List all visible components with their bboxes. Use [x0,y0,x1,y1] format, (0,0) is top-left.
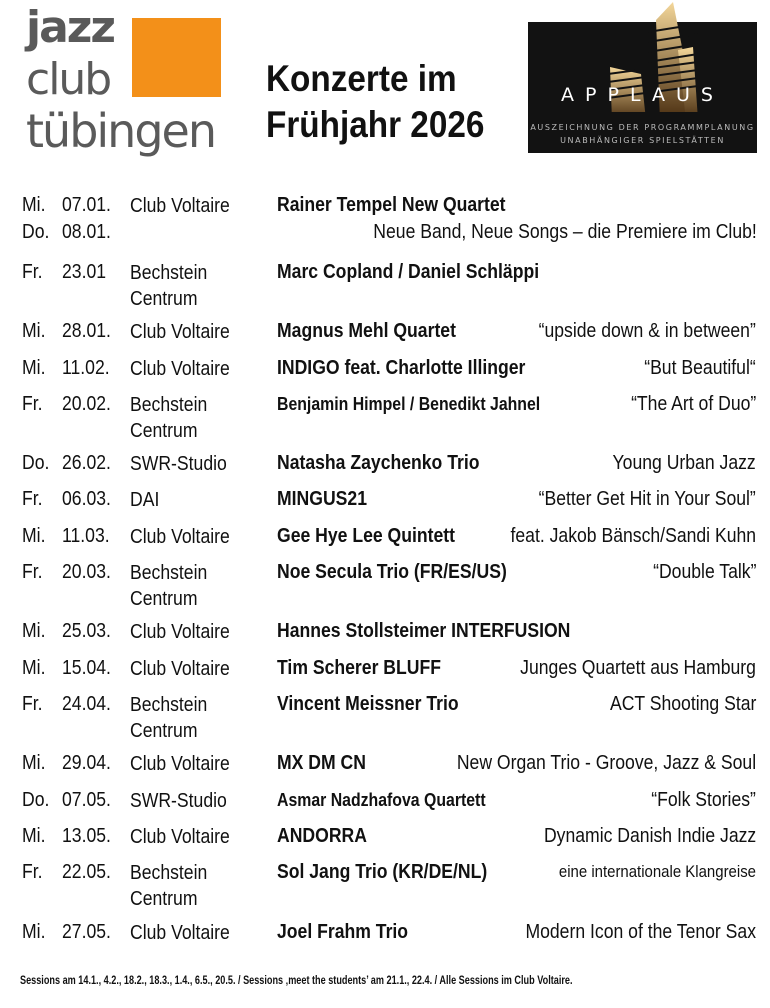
applaus-line-1: AUSZEICHNUNG DER PROGRAMMPLANUNG [530,123,755,132]
concert-day: Do. [22,221,50,243]
concert-day: Mi. [22,752,46,774]
logo-orange-square [132,18,221,97]
concert-day: Fr. [22,861,43,883]
concert-venue: Club Voltaire [130,358,230,380]
concert-date: 08.01. [62,221,111,243]
concert-artist: Noe Secula Trio (FR/ES/US) [277,561,507,583]
concert-venue: SWR-Studio [130,790,227,812]
concert-artist: Benjamin Himpel / Benedikt Jahnel [277,394,541,414]
concert-subtitle: Junges Quartett aus Hamburg [520,657,756,679]
concert-date: 07.05. [62,789,111,811]
concert-row [0,824,770,854]
concert-venue: Bechstein Centrum [130,694,208,742]
concert-date: 23.01 [62,261,107,283]
title-line-1: Konzerte im [266,58,457,99]
concert-date: 26.02. [62,452,111,474]
concert-day: Mi. [22,825,46,847]
concert-venue: Bechstein Centrum [130,862,208,910]
concert-date: 13.05. [62,825,111,847]
concert-row [0,392,770,442]
page-title [266,56,484,148]
concert-subtitle: New Organ Trio - Groove, Jazz & Soul [456,752,756,774]
concert-row [0,560,770,610]
concert-date: 11.02. [62,357,110,379]
concert-row [0,487,770,517]
concert-venue: Club Voltaire [130,753,230,775]
sessions-footer: Sessions am 14.1., 4.2., 18.2., 18.3., 1.4., 6.5., 20.5. / Sessions ‚meet the students’ am 21.1., 22.4. / Alle Sessions im Club Voltaire. [20,973,573,987]
jazzclub-logo [20,2,235,171]
concert-date: 15.04. [62,657,111,679]
concert-row [0,692,770,742]
applaus-award-logo [528,22,757,153]
concert-date: 11.03. [62,525,110,547]
concert-row [0,920,770,950]
concert-venue: Club Voltaire [130,826,230,848]
concert-subtitle: ACT Shooting Star [609,693,756,715]
concert-day: Do. [22,789,50,811]
concert-day: Fr. [22,561,43,583]
concert-artist: Magnus Mehl Quartet [277,320,456,342]
concert-subtitle: Young Urban Jazz [612,452,756,474]
concert-subtitle: Dynamic Danish Indie Jazz [543,825,756,847]
concert-venue: Bechstein Centrum [130,262,208,310]
concert-day: Mi. [22,194,46,216]
concert-day: Mi. [22,620,46,642]
concert-row [0,860,770,910]
concert-subtitle: feat. Jakob Bänsch/Sandi Kuhn [510,525,756,547]
concert-date: 27.05. [62,921,111,943]
concert-subtitle: “upside down & in between” [538,320,756,342]
applaus-line-2: UNABHÄNGIGER SPIELSTÄTTEN [560,136,725,145]
title-line-2: Frühjahr 2026 [266,104,485,145]
concert-artist: MX DM CN [277,752,366,774]
concert-artist: Vincent Meissner Trio [277,693,459,715]
concert-day: Fr. [22,393,43,415]
concert-artist: Joel Frahm Trio [277,921,409,943]
concert-date: 29.04. [62,752,111,774]
concert-day: Mi. [22,320,46,342]
concert-subtitle: “Double Talk” [652,561,756,583]
logo-text-jazz: jazz [26,2,114,53]
concert-row [0,220,770,250]
concert-venue: Club Voltaire [130,526,230,548]
concert-date: 20.03. [62,561,111,583]
concert-row [0,788,770,818]
concert-artist: MINGUS21 [277,488,367,510]
concert-artist: Sol Jang Trio (KR/DE/NL) [277,861,488,883]
concert-artist: Natasha Zaychenko Trio [277,452,480,474]
concert-row [0,656,770,686]
concert-artist: Gee Hye Lee Quintett [277,525,456,547]
concert-venue: Bechstein Centrum [130,562,208,610]
concert-date: 22.05. [62,861,111,883]
concert-subtitle: “Folk Stories” [651,789,756,811]
concert-date: 20.02. [62,393,111,415]
concert-artist: Asmar Nadzhafova Quartett [277,790,486,810]
concert-day: Fr. [22,488,43,510]
concert-venue: SWR-Studio [130,453,227,475]
concert-day: Fr. [22,261,43,283]
logo-text-city: tübingen [26,104,215,158]
concert-subtitle: “Better Get Hit in Your Soul” [538,488,756,510]
concert-subtitle: “But Beautiful“ [644,357,756,379]
concert-date: 24.04. [62,693,111,715]
concert-subtitle: Modern Icon of the Tenor Sax [525,921,756,943]
concert-venue: Bechstein Centrum [130,394,208,442]
concert-row [0,751,770,781]
concert-artist: INDIGO feat. Charlotte Illinger [277,357,526,379]
concert-subtitle: eine internationale Klangreise [558,862,756,881]
concert-date: 07.01. [62,194,111,216]
concert-row [0,619,770,649]
concert-row [0,319,770,349]
concert-day: Do. [22,452,50,474]
concert-venue: Club Voltaire [130,321,230,343]
logo-text-club: club [26,54,111,105]
concert-row [0,451,770,481]
concert-date: 28.01. [62,320,111,342]
concert-subtitle: Neue Band, Neue Songs – die Premiere im Club! [373,221,757,243]
concert-day: Mi. [22,921,46,943]
concert-venue: Club Voltaire [130,195,230,217]
concert-artist: Rainer Tempel New Quartet [277,194,506,216]
concert-venue: Club Voltaire [130,621,230,643]
concert-row [0,193,770,223]
concert-row [0,524,770,554]
concert-venue: Club Voltaire [130,658,230,680]
concert-subtitle: “The Art of Duo” [630,393,756,415]
applaus-name: APPLAUS [561,84,724,106]
concert-row [0,260,770,310]
concert-date: 25.03. [62,620,111,642]
concert-day: Fr. [22,693,43,715]
concert-artist: Hannes Stollsteimer INTERFUSION [277,620,571,642]
concert-venue: Club Voltaire [130,922,230,944]
concert-day: Mi. [22,657,46,679]
concert-artist: Marc Copland / Daniel Schläppi [277,261,540,283]
concert-venue: DAI [130,489,160,511]
concert-date: 06.03. [62,488,111,510]
concert-artist: ANDORRA [277,825,367,847]
concert-row [0,356,770,386]
concert-day: Mi. [22,525,46,547]
concert-artist: Tim Scherer BLUFF [277,657,441,679]
concert-day: Mi. [22,357,46,379]
